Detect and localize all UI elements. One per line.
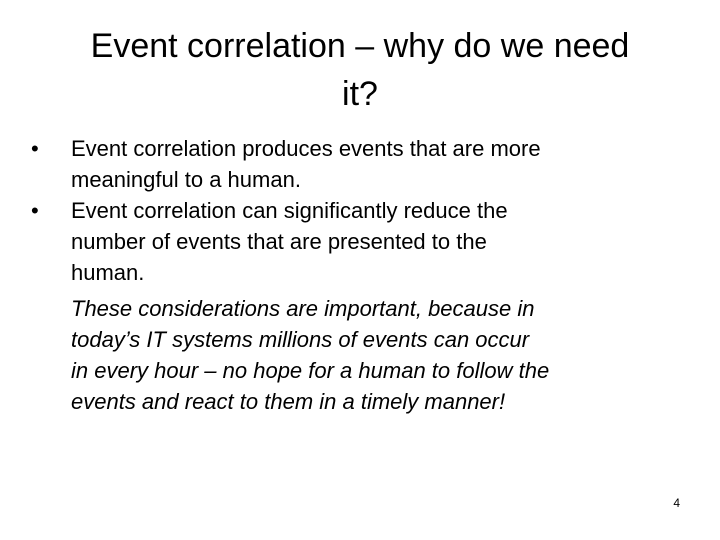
note-line-1: These considerations are important, because in — [71, 296, 535, 321]
bullet-2-line-3: human. — [71, 260, 145, 285]
slide-title — [30, 22, 690, 118]
note-line-4: events and react to them in a timely manner! — [71, 389, 506, 414]
slide-body — [30, 133, 690, 417]
bullet-marker: • — [31, 136, 39, 161]
bullet-2-line-2: number of events that are presented to the — [71, 229, 487, 254]
bullet-1-line-2: meaningful to a human. — [71, 167, 301, 192]
page-number: 4 — [673, 496, 680, 510]
bullet-2-line-1: Event correlation can significantly reduce the — [71, 198, 508, 223]
bullet-1-line-1: Event correlation produces events that are more — [71, 136, 541, 161]
italic-note — [30, 293, 690, 417]
slide-title-line-1: Event correlation – why do we need — [90, 27, 630, 65]
note-line-2: today’s IT systems millions of events can occur — [71, 327, 530, 352]
bullet-item-2 — [30, 195, 690, 288]
bullet-marker: • — [31, 198, 39, 223]
bullet-item-1 — [30, 133, 690, 195]
note-line-3: in every hour – no hope for a human to follow the — [71, 358, 550, 383]
slide-title-line-2: it? — [342, 75, 378, 113]
